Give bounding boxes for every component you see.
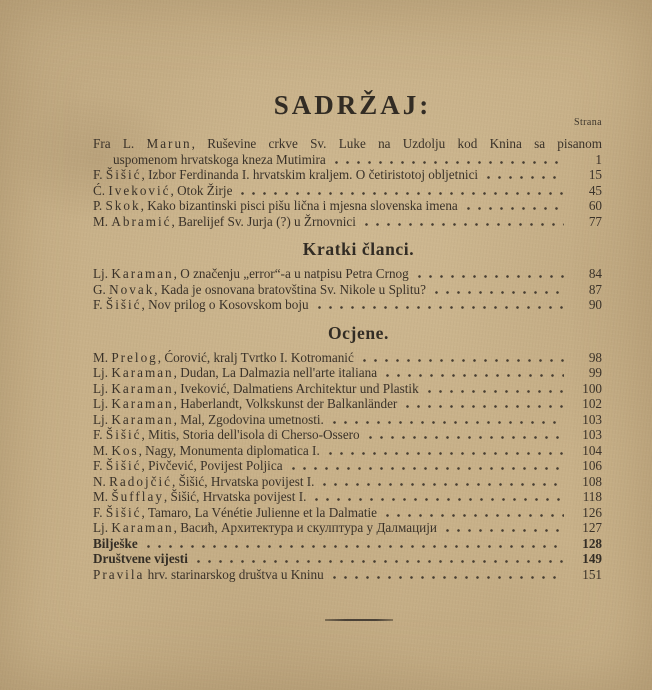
- page-number: 149: [582, 551, 602, 566]
- entry-author-surname: Karaman: [111, 411, 174, 427]
- dot-leader: [369, 436, 564, 439]
- dot-leader: [487, 176, 564, 179]
- dot-leader: [446, 529, 564, 532]
- entry-author-initials: Fra L.: [93, 136, 147, 151]
- page-number: 103: [582, 427, 602, 442]
- page-number: 126: [582, 504, 602, 520]
- entry-author-initials: F.: [93, 458, 106, 473]
- entry-text: [93, 551, 188, 567]
- entry-title-text: , Ruševine crkve Sv. Luke na Uzdolju kod Knina sa pisanom: [191, 136, 602, 151]
- entry-title-text: , Izbor Ferdinanda I. hrvatskim kraljem. O četiristotoj obljetnici: [141, 167, 479, 182]
- toc-entry: [93, 567, 602, 583]
- entry-author-surname: Prelog: [111, 349, 158, 365]
- entry-author-surname: Marun: [146, 136, 192, 151]
- dot-leader: [365, 223, 564, 226]
- entry-text: [93, 183, 232, 199]
- entry-text: [93, 297, 309, 313]
- page-number: 127: [582, 520, 602, 535]
- entry-author-initials: P.: [93, 198, 106, 213]
- entry-title-text: Bilješke: [93, 535, 138, 551]
- section-heading: Kratki članci.: [302, 239, 415, 259]
- toc-entry-line1: [93, 136, 602, 152]
- dot-leader: [318, 306, 564, 309]
- page-number: 106: [582, 458, 602, 473]
- entry-author-surname: Karaman: [111, 520, 174, 535]
- page-number: 15: [588, 167, 602, 182]
- entry-author-surname: Kos: [111, 442, 139, 458]
- entry-text: [93, 365, 377, 381]
- entry-author-surname: Karaman: [111, 396, 174, 411]
- toc-entry: [93, 412, 602, 428]
- entry-title-text: hrv. starinarskog društva u Kninu: [144, 566, 324, 582]
- toc-entry: [93, 183, 602, 199]
- entry-author-surname: Šišić: [105, 167, 142, 182]
- entry-author-surname: Šišić: [105, 458, 142, 473]
- entry-author-initials: F.: [93, 427, 106, 442]
- entry-text: [93, 458, 283, 474]
- page-number: 99: [588, 365, 602, 380]
- entry-author-initials: Ć.: [93, 182, 109, 198]
- entry-title-text: , Васић, Архитектура и скулптура у Далмацији: [173, 520, 437, 535]
- entry-title-text: , Pivčević, Povijest Poljica: [141, 458, 283, 473]
- entry-text: [93, 427, 360, 443]
- dot-leader: [435, 291, 564, 294]
- entry-title-text: , Dudan, La Dalmazia nell'arte italiana: [173, 365, 378, 380]
- dot-leader: [329, 452, 564, 455]
- page-number: 98: [588, 349, 602, 365]
- toc-entry: [93, 381, 602, 397]
- entry-text: [93, 282, 426, 298]
- entry-author-surname: Iveković: [108, 182, 171, 198]
- entry-author-initials: Lj.: [93, 380, 112, 396]
- entry-author-initials: M.: [93, 442, 112, 458]
- entry-author-surname: Šufflay: [111, 489, 164, 504]
- toc-entry: [93, 167, 602, 183]
- entry-author-surname: Šišić: [105, 297, 142, 312]
- entry-author-initials: Lj.: [93, 411, 112, 427]
- entry-title-text: Društvene vijesti: [93, 551, 188, 566]
- toc-entry: [93, 427, 602, 443]
- dot-leader: [197, 560, 564, 563]
- dot-leader: [386, 514, 564, 517]
- toc-entry: [93, 551, 602, 567]
- entry-text: [93, 266, 409, 282]
- entry-text: [93, 381, 419, 397]
- dot-leader: [333, 576, 564, 579]
- entry-title-text: , Barelijef Sv. Jurja (?) u Žrnovnici: [171, 213, 356, 229]
- entry-text: [93, 167, 478, 183]
- page-number: 100: [582, 380, 602, 396]
- page-title: SADRŽAJ:: [273, 90, 432, 120]
- toc-entry: [93, 297, 602, 313]
- entry-text: [93, 198, 458, 214]
- entry-author-surname: Novak: [109, 281, 155, 297]
- entry-title-text: , Kada je osnovana bratovština Sv. Nikole u Splitu?: [154, 281, 426, 297]
- entry-author-surname: Karaman: [111, 266, 174, 281]
- entry-author-surname: Pravila: [93, 566, 145, 582]
- entry-author-surname: Šišić: [105, 504, 142, 520]
- entry-title-text: uspomenom hrvatskoga kneza Mutimira: [113, 151, 326, 167]
- entry-author-initials: F.: [93, 167, 106, 182]
- entry-text: [93, 474, 314, 490]
- toc-entry: [93, 282, 602, 298]
- toc-sections: [93, 136, 602, 582]
- entry-text: [93, 214, 356, 230]
- page-number: 87: [588, 281, 602, 297]
- dot-leader: [241, 192, 564, 195]
- entry-title-text: , Nov prilog o Kosovskom boju: [141, 297, 309, 312]
- entry-title-text: , Kako bizantinski pisci pišu lična i mjesna slovenska imena: [140, 198, 458, 213]
- entry-author-surname: Skok: [105, 198, 141, 213]
- page-number: 60: [588, 198, 602, 213]
- page-number: 90: [588, 297, 602, 312]
- entry-author-initials: F.: [93, 297, 106, 312]
- toc-entry: [93, 443, 602, 459]
- page-number: 103: [582, 411, 602, 427]
- entry-title-text: , Šišić, Hrvatska povijest I.: [172, 473, 315, 489]
- entry-text: [93, 505, 377, 521]
- dot-leader: [315, 498, 564, 501]
- entry-text: [93, 350, 354, 366]
- entry-author-surname: Radojčić: [109, 473, 172, 489]
- entry-author-surname: Šišić: [105, 427, 142, 442]
- toc-entry-line2: [93, 152, 602, 168]
- entry-text: [93, 412, 324, 428]
- page-number: 45: [588, 182, 602, 198]
- entry-author-initials: Lj.: [93, 365, 112, 380]
- dot-leader: [418, 275, 564, 278]
- page-number: 151: [582, 566, 602, 582]
- page-number: 84: [588, 266, 602, 281]
- entry-author-initials: M.: [93, 213, 112, 229]
- dot-leader: [333, 421, 564, 424]
- dot-leader: [323, 483, 564, 486]
- toc-entry: [93, 198, 602, 214]
- toc-entry: [93, 396, 602, 412]
- dot-leader: [292, 467, 564, 470]
- entry-title-text: , Iveković, Dalmatiens Architektur und Plastik: [173, 380, 419, 396]
- entry-text: [93, 443, 320, 459]
- toc-entry: [93, 365, 602, 381]
- toc-entry: [93, 474, 602, 490]
- entry-author-surname: Abramić: [111, 213, 172, 229]
- entry-text: [93, 567, 324, 583]
- page-number: 102: [582, 396, 602, 411]
- toc-entry: [93, 505, 602, 521]
- toc-section: [93, 323, 602, 583]
- dot-leader: [386, 374, 564, 377]
- page-number: 128: [582, 535, 602, 551]
- dot-leader: [406, 405, 564, 408]
- entry-text: [93, 536, 138, 552]
- entry-author-surname: Karaman: [111, 380, 174, 396]
- entry-text: [93, 489, 306, 505]
- entry-title-text: , Šišić, Hrvatska povijest I.: [163, 489, 307, 504]
- entry-title-text: , Nagy, Monumenta diplomatica I.: [138, 442, 320, 458]
- entry-author-initials: Lj.: [93, 396, 112, 411]
- toc-entry: [93, 520, 602, 536]
- entry-text: [93, 396, 397, 412]
- dot-leader: [363, 359, 564, 362]
- toc-entry: [93, 350, 602, 366]
- page-column-header: Strana: [574, 117, 602, 128]
- entry-author-surname: Karaman: [111, 365, 174, 380]
- toc-entry: [93, 266, 602, 282]
- dot-leader: [467, 207, 564, 210]
- entry-text: [93, 520, 437, 536]
- page-number: 118: [582, 489, 602, 504]
- entry-title-text: , Ćorović, kralj Tvrtko I. Kotromanić: [157, 349, 354, 365]
- entry-title-text: , Mitis, Storia dell'isola di Cherso-Ossero: [141, 427, 360, 442]
- entry-author-initials: F.: [93, 504, 106, 520]
- toc-entry: [93, 536, 602, 552]
- page-number: 77: [588, 213, 602, 229]
- dot-leader: [428, 390, 564, 393]
- entry-author-initials: M.: [93, 489, 112, 504]
- dot-leader: [147, 545, 564, 548]
- page-content: [93, 0, 602, 621]
- entry-author-initials: N.: [93, 473, 110, 489]
- toc-section: [93, 239, 602, 313]
- entry-title-text: , Mal, Zgodovina umetnosti.: [173, 411, 324, 427]
- entry-author-initials: Lj.: [93, 266, 112, 281]
- section-heading: Ocjene.: [327, 322, 390, 343]
- toc-entry: [93, 489, 602, 505]
- dot-leader: [335, 161, 564, 164]
- toc-entry: [93, 458, 602, 474]
- page-number: 104: [582, 442, 602, 458]
- toc-entry: [93, 214, 602, 230]
- entry-title-text: , O značenju „error“-a u natpisu Petra Crnog: [173, 266, 409, 281]
- entry-author-initials: M.: [93, 349, 112, 365]
- page-number: 108: [582, 473, 602, 489]
- end-rule-divider: [325, 619, 393, 621]
- entry-title-text: , Tamaro, La Vénétie Julienne et la Dalmatie: [141, 504, 378, 520]
- entry-author-initials: Lj.: [93, 520, 112, 535]
- toc-section: [93, 136, 602, 229]
- entry-text: [93, 136, 602, 152]
- entry-title-text: , Haberlandt, Volkskunst der Balkanländer: [173, 396, 398, 411]
- page-number: 1: [595, 151, 602, 167]
- entry-title-text: , Otok Žirje: [170, 182, 233, 198]
- entry-author-initials: G.: [93, 281, 110, 297]
